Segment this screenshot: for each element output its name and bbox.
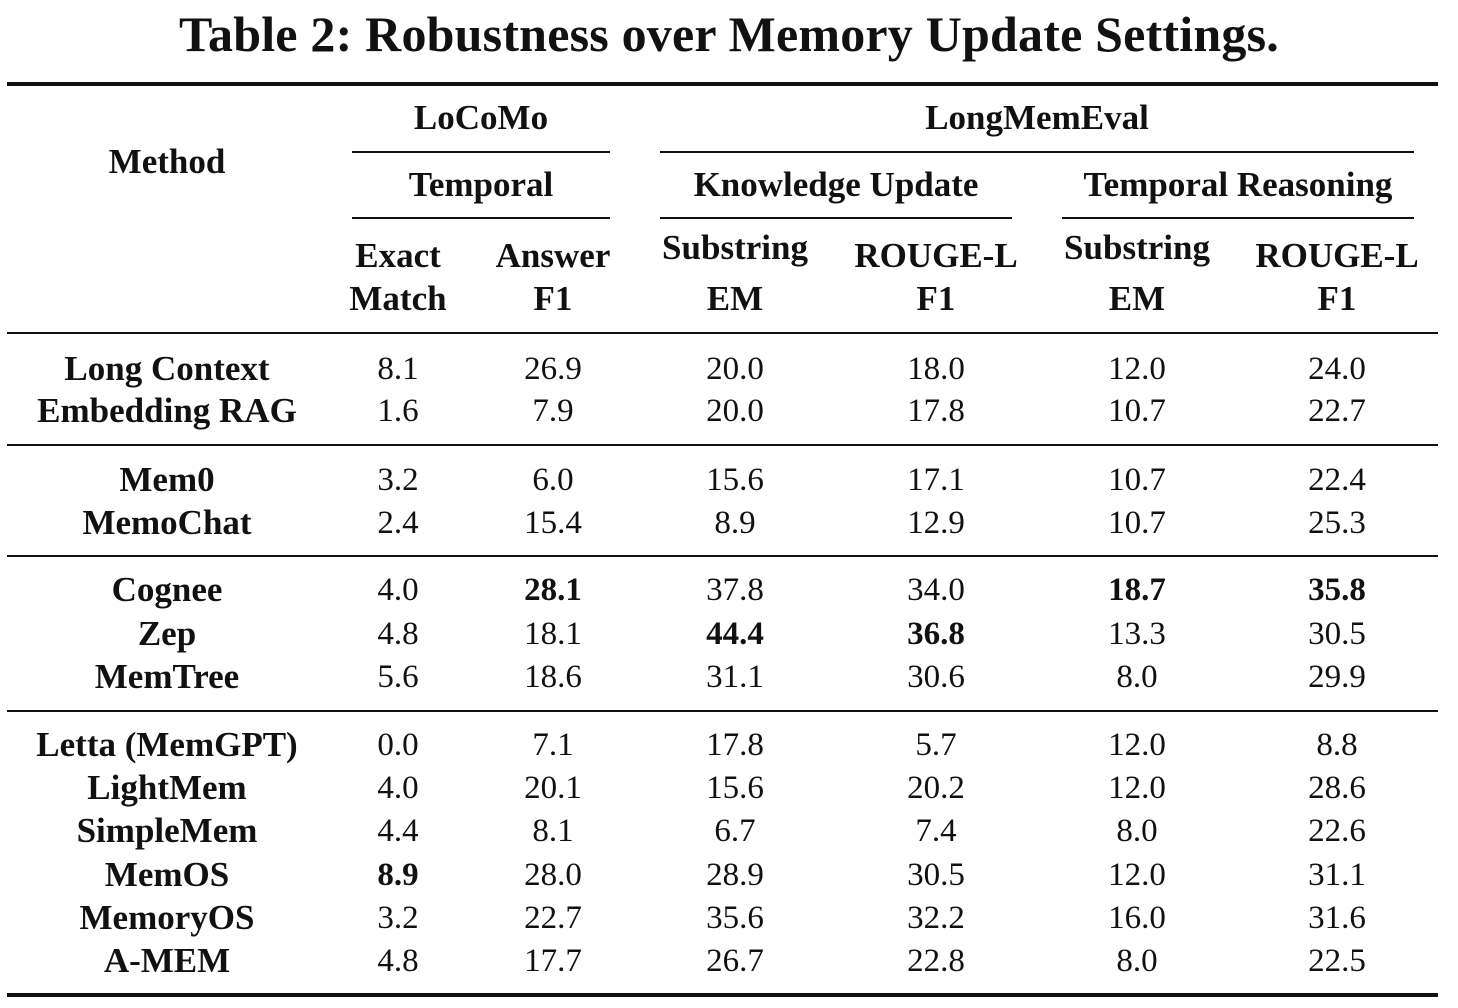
metric-header-line2: F1: [916, 279, 956, 318]
table-cell: 10.7: [1108, 393, 1166, 429]
table-cell: 10.7: [1108, 462, 1166, 498]
table-cell: 22.7: [524, 900, 582, 936]
method-name: SimpleMem: [76, 811, 258, 850]
group-header: LongMemEval: [925, 98, 1149, 137]
table-cell: 17.8: [907, 393, 965, 429]
metric-header-line2: F1: [533, 279, 573, 318]
table-cell: 30.5: [1308, 616, 1366, 652]
table-cell: 4.4: [377, 813, 419, 849]
table-cell: 20.0: [706, 351, 764, 387]
metric-header-line1: Substring: [662, 228, 808, 267]
table-cell: 8.9: [377, 857, 419, 893]
table-cell: 31.1: [706, 659, 764, 695]
table-cell: 26.9: [524, 351, 582, 387]
table-cell: 8.9: [714, 505, 756, 541]
subgroup-header: Knowledge Update: [693, 165, 979, 204]
table-cell: 28.9: [706, 857, 764, 893]
metric-header-line2: F1: [1317, 279, 1357, 318]
table-cell: 22.4: [1308, 462, 1366, 498]
top-rule: [7, 82, 1438, 86]
table-cell: 26.7: [706, 943, 764, 979]
table-cell: 7.9: [532, 393, 574, 429]
table-cell: 36.8: [907, 616, 965, 652]
table-cell: 10.7: [1108, 505, 1166, 541]
table-cell: 12.0: [1108, 351, 1166, 387]
table-cell: 22.6: [1308, 813, 1366, 849]
table-cell: 30.6: [907, 659, 965, 695]
table-cell: 8.8: [1316, 727, 1358, 763]
table-cell: 28.6: [1308, 770, 1366, 806]
table-cell: 17.7: [524, 943, 582, 979]
table-cell: 12.0: [1108, 727, 1166, 763]
table-cell: 3.2: [377, 900, 419, 936]
table-cell: 5.6: [377, 659, 419, 695]
table-cell: 3.2: [377, 462, 419, 498]
table-cell: 8.0: [1116, 659, 1158, 695]
table-cell: 17.8: [706, 727, 764, 763]
table-cell: 0.0: [377, 727, 419, 763]
table-cell: 24.0: [1308, 351, 1366, 387]
table-cell: 18.7: [1108, 572, 1166, 608]
bottom-rule: [7, 993, 1438, 997]
table-cell: 30.5: [907, 857, 965, 893]
group-underline: [352, 151, 610, 153]
table-cell: 35.6: [706, 900, 764, 936]
method-name: Letta (MemGPT): [36, 725, 298, 764]
table-cell: 37.8: [706, 572, 764, 608]
method-name: A-MEM: [103, 941, 231, 980]
table-cell: 4.8: [377, 616, 419, 652]
group-rule: [7, 555, 1438, 557]
table-cell: 22.8: [907, 943, 965, 979]
table-cell: 2.4: [377, 505, 419, 541]
table-cell: 15.4: [524, 505, 582, 541]
table-cell: 15.6: [706, 462, 764, 498]
table-cell: 12.9: [907, 505, 965, 541]
metric-header-line2: Match: [349, 279, 447, 318]
table-cell: 4.0: [377, 572, 419, 608]
metric-header-line2: EM: [1108, 279, 1166, 318]
subgroup-underline: [1062, 217, 1414, 219]
group-rule: [7, 710, 1438, 712]
table-cell: 20.0: [706, 393, 764, 429]
table-cell: 22.5: [1308, 943, 1366, 979]
subgroup-underline: [660, 217, 1012, 219]
table-cell: 35.8: [1308, 572, 1366, 608]
subgroup-underline: [352, 217, 610, 219]
subgroup-header: Temporal Reasoning: [1083, 165, 1393, 204]
method-header: Method: [108, 142, 226, 181]
table-cell: 16.0: [1108, 900, 1166, 936]
table-cell: 4.8: [377, 943, 419, 979]
table-cell: 8.0: [1116, 813, 1158, 849]
table-cell: 1.6: [377, 393, 419, 429]
table-cell: 29.9: [1308, 659, 1366, 695]
metric-header-line1: ROUGE-L: [1255, 236, 1419, 275]
table-cell: 18.1: [524, 616, 582, 652]
table-title: Table 2: Robustness over Memory Update Settings.: [179, 6, 1279, 62]
subgroup-header: Temporal: [408, 165, 554, 204]
table-cell: 44.4: [706, 616, 764, 652]
table-cell: 25.3: [1308, 505, 1366, 541]
metric-header-line2: EM: [706, 279, 764, 318]
table-cell: 28.0: [524, 857, 582, 893]
table-cell: 31.1: [1308, 857, 1366, 893]
table-cell: 34.0: [907, 572, 965, 608]
table-cell: 8.1: [532, 813, 574, 849]
method-name: Long Context: [64, 349, 270, 388]
table-cell: 18.0: [907, 351, 965, 387]
table-cell: 28.1: [524, 572, 582, 608]
metric-header-line1: Exact: [355, 236, 441, 275]
method-name: MemoryOS: [79, 898, 255, 937]
method-name: Embedding RAG: [37, 391, 297, 430]
table-cell: 15.6: [706, 770, 764, 806]
header-rule: [7, 332, 1438, 334]
table-cell: 18.6: [524, 659, 582, 695]
table-cell: 6.7: [714, 813, 756, 849]
method-name: MemTree: [94, 657, 240, 696]
method-name: MemOS: [104, 855, 230, 894]
method-name: Zep: [137, 614, 197, 653]
table-cell: 13.3: [1108, 616, 1166, 652]
table-cell: 6.0: [532, 462, 574, 498]
group-header: LoCoMo: [413, 98, 549, 137]
table-cell: 7.4: [915, 813, 957, 849]
method-name: Mem0: [119, 460, 215, 499]
table-cell: 5.7: [915, 727, 957, 763]
metric-header-line1: Answer: [495, 236, 611, 275]
metric-header-line1: ROUGE-L: [854, 236, 1018, 275]
metric-header-line1: Substring: [1064, 228, 1210, 267]
table-cell: 17.1: [907, 462, 965, 498]
table-cell: 7.1: [532, 727, 574, 763]
table-cell: 12.0: [1108, 857, 1166, 893]
table-cell: 4.0: [377, 770, 419, 806]
table-cell: 32.2: [907, 900, 965, 936]
table-cell: 20.2: [907, 770, 965, 806]
method-name: MemoChat: [82, 503, 252, 542]
group-underline: [660, 151, 1414, 153]
table-cell: 22.7: [1308, 393, 1366, 429]
table-cell: 8.1: [377, 351, 419, 387]
method-name: Cognee: [111, 570, 223, 609]
method-name: LightMem: [87, 768, 247, 807]
group-rule: [7, 444, 1438, 446]
table-cell: 8.0: [1116, 943, 1158, 979]
table-cell: 31.6: [1308, 900, 1366, 936]
table-cell: 12.0: [1108, 770, 1166, 806]
table-cell: 20.1: [524, 770, 582, 806]
